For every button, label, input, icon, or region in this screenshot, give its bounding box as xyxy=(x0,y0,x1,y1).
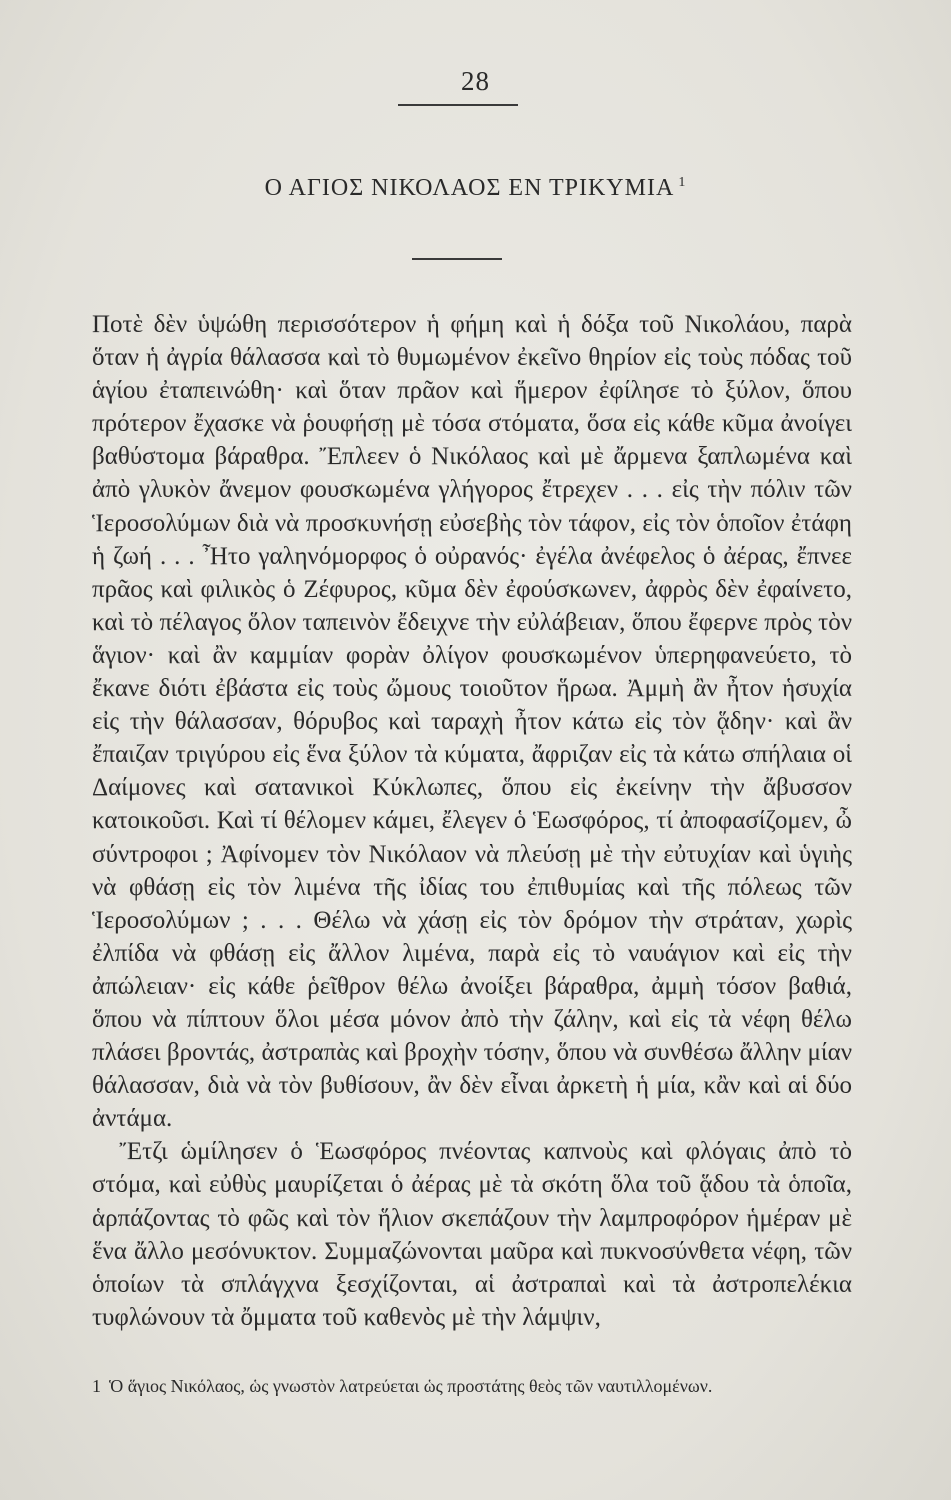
title-rule xyxy=(412,258,502,260)
footnote xyxy=(92,1372,852,1400)
page-number-rule xyxy=(398,104,518,106)
chapter-title-text: Ο ΑΓΙΟΣ ΝΙΚΟΛΑΟΣ ΕΝ ΤΡΙΚΥΜΙΑ xyxy=(264,175,675,201)
title-footnote-ref: 1 xyxy=(678,175,687,190)
page-number: 28 xyxy=(461,66,490,96)
paragraph-1: Ποτὲ δὲν ὑψώθη περισσότερον ἡ φήμη καὶ ἡ δόξα τοῦ Νικολάου, παρὰ ὅταν ἡ ἀγρία θάλασσα καὶ τὸ θυμωμένον ἐκεῖνο θηρίον εἰς τοὺς πόδας τοῦ ἁγίου ἐταπεινώθη· καὶ ὅταν πρᾶον καὶ ἥμερον ἐφίλησε τὸ ξύλον, ὅπου πρότερον ἔχασκε νὰ ῥουφήσῃ μὲ τόσα στόματα, ὅσα εἰς κάθε κῦμα ἀνοίγει βαθύστομα βάραθρα. Ἔπλεεν ὁ Νικόλαος καὶ μὲ ἄρμενα ξαπλωμένα καὶ ἀπὸ γλυκὸν ἄνεμον φουσκωμένα γλήγορος ἔτρεχεν . . . εἰς τὴν πόλιν τῶν Ἱεροσολύμων διὰ νὰ προσκυνήσῃ εὐσεβὴς τὸν τάφον, εἰς τὸν ὁποῖον ἐτάφη ἡ ζωή . . . Ἦτο γαληνόμορφος ὁ οὐρανός· ἐγέλα ἀνέφελος ὁ ἀέρας, ἔπνεε πρᾶος καὶ φιλικὸς ὁ Ζέφυρος, κῦμα δὲν ἐφούσκωνεν, ἀφρὸς δὲν ἐφαίνετο, καὶ τὸ πέλαγος ὅλον ταπεινὸν ἔδειχνε τὴν εὐλάβειαν, ὅπου ἔφερνε πρὸς τὸν ἅγιον· καὶ ἂν καμμίαν φορὰν ὀλίγον φουσκωμένον ὑπερηφανεύετο, τὸ ἔκανε διότι ἐβάστα εἰς τοὺς ὤμους τοιοῦτον ἥρωα. Ἀμμὴ ἂν ἦτον ἡσυχία εἰς τὴν θάλασσαν, θόρυβος καὶ ταραχὴ ἦτον κάτω εἰς τὸν ᾅδην· καὶ ἂν ἔπαιζαν τριγύρου εἰς ἕνα ξύλον τὰ κύματα, ἄφριζαν εἰς τὰ κάτω σπήλαια οἱ Δαίμονες καὶ σατανικοὶ Κύκλωπες, ὅπου εἰς ἐκείνην τὴν ἄβυσσον κατοικοῦσι. Καὶ τί θέλομεν κάμει, ἔλεγεν ὁ Ἑωσφόρος, τί ἀποφασίζομεν, ὦ σύντροφοι ; Ἀφίνομεν τὸν Νικόλαον νὰ πλεύσῃ μὲ τὴν εὐτυχίαν καὶ ὑγιὴς νὰ φθάσῃ εἰς τὸν λιμένα τῆς ἰδίας του ἐπιθυμίας καὶ τῆς πόλεως τῶν Ἱεροσολύμων ; . . . Θέλω νὰ χάσῃ εἰς τὸν δρόμον τὴν στράταν, χωρὶς ἐλπίδα νὰ φθάσῃ εἰς ἄλλον λιμένα, παρὰ εἰς τὸ ναυάγιον καὶ εἰς τὴν ἀπώλειαν· εἰς κάθε ῥεῖθρον θέλω ἀνοίξει βάραθρα, ἀμμὴ τόσον βαθιά, ὅπου νὰ πίπτουν ὅλοι μέσα μόνον ἀπὸ τὴν ζάλην, καὶ εἰς τὰ νέφη θέλω πλάσει βροντάς, ἀστραπὰς καὶ βροχὴν τόσην, ὅπου νὰ συνθέσω ἄλλην μίαν θάλασσαν, διὰ νὰ τὸν βυθίσουν, ἂν δὲν εἶναι ἀρκετὴ ἡ μία, κἂν καὶ αἱ δύο ἀντάμα. xyxy=(92,311,852,1133)
chapter-title xyxy=(0,175,951,202)
footnote-text: Ὁ ἅγιος Νικόλαος, ὡς γνωστὸν λατρεύεται ὡς προστάτης θεὸς τῶν ναυτιλλομένων. xyxy=(109,1376,713,1396)
paragraph-2: Ἔτζι ὡμίλησεν ὁ Ἑωσφόρος πνέοντας καπνοὺς καὶ φλόγαις ἀπὸ τὸ στόμα, καὶ εὐθὺς μαυρίζεται ὁ ἀέρας μὲ τὰ σκότη ὅλα τοῦ ᾅδου τὰ ὁποῖα, ἁρπάζοντας τὸ φῶς καὶ τὸν ἥλιον σκεπάζουν τὴν λαμπροφόρον ἡμέραν μὲ ἕνα ἄλλο μεσόνυκτον. Συμμαζώνονται μαῦρα καὶ πυκνοσύνθετα νέφη, τῶν ὁποίων τὰ σπλάγχνα ξεσχίζονται, αἱ ἀστραπαὶ καὶ τὰ ἀστροπελέκια τυφλώνουν τὰ ὄμματα τοῦ καθενὸς μὲ τὴν λάμψιν, xyxy=(92,1138,852,1331)
footnote-mark: 1 xyxy=(92,1376,101,1396)
body-text xyxy=(92,308,852,1334)
